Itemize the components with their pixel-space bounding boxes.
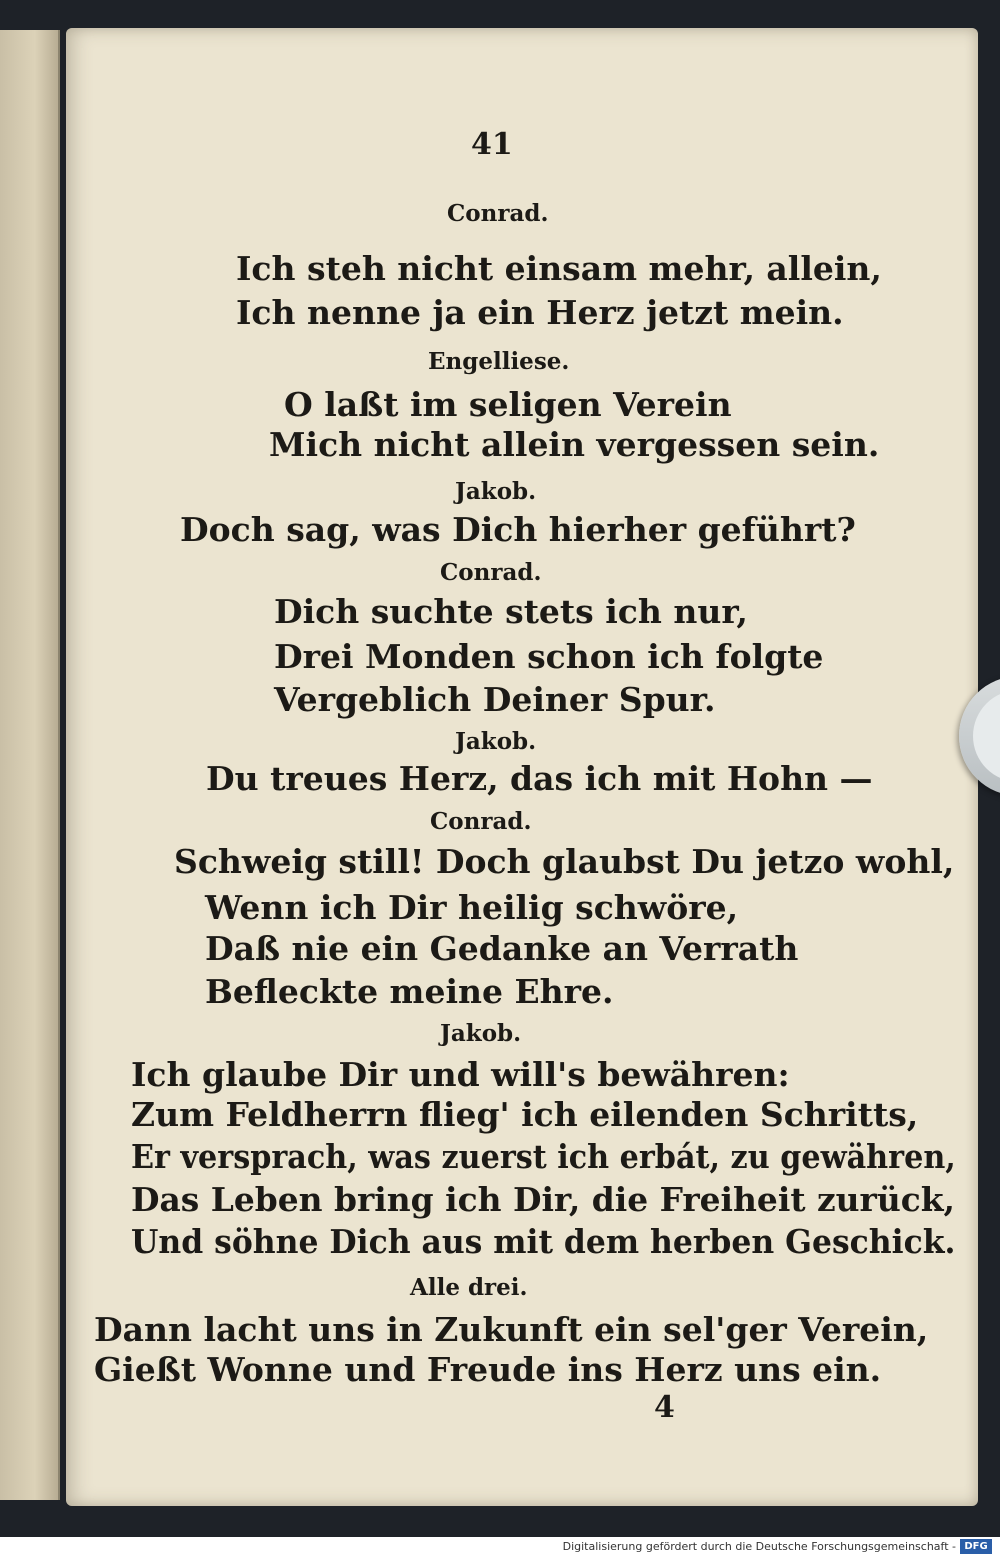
speaker-label: Conrad. [430,808,532,835]
page-number: 41 [471,127,513,162]
page-clip-tab-inner [973,690,1000,782]
verse-line: Ich nenne ja ein Herz jetzt mein. [236,293,844,332]
verse-line: Dann lacht uns in Zukunft ein sel'ger Verein, [94,1310,929,1349]
verse-line: Schweig still! Doch glaubst Du jetzo wohl, [174,842,955,881]
verse-line: Vergeblich Deiner Spur. [274,680,716,719]
verse-line: Mich nicht allein vergessen sein. [269,425,880,464]
verse-line: Dich suchte stets ich nur, [274,592,748,631]
verse-line: Ich steh nicht einsam mehr, allein, [236,249,882,288]
verse-line: Das Leben bring ich Dir, die Freiheit zurück, [131,1180,955,1219]
verse-line: Befleckte meine Ehre. [205,972,614,1011]
verse-line: O laßt im seligen Verein [284,385,732,424]
facing-page-edge [0,30,60,1500]
verse-line: Er versprach, was zuerst ich erbát, zu gewähren, [131,1137,956,1176]
verse-line: Drei Monden schon ich folgte [274,637,824,676]
page-clip-tab [959,676,1000,796]
speaker-label: Alle drei. [410,1274,528,1301]
verse-line: Und söhne Dich aus mit dem herben Geschick. [131,1222,956,1261]
speaker-label: Jakob. [455,728,537,755]
verse-line: Gießt Wonne und Freude ins Herz uns ein. [94,1350,882,1389]
speaker-label: Jakob. [440,1020,522,1047]
dfg-logo: DFG [960,1539,992,1554]
speaker-label: Conrad. [447,200,549,227]
verse-line: Wenn ich Dir heilig schwöre, [205,888,739,927]
verse-line: Zum Feldherrn flieg' ich eilenden Schritts, [131,1095,919,1134]
verse-line: Doch sag, was Dich hierher geführt? [180,510,856,549]
signature-mark: 4 [654,1390,675,1425]
digitization-credit: Digitalisierung gefördert durch die Deutsche Forschungsgemeinschaft - [562,1540,956,1553]
speaker-label: Conrad. [440,559,542,586]
speaker-label: Jakob. [455,478,537,505]
verse-line: Du treues Herz, das ich mit Hohn — [206,759,873,798]
verse-line: Ich glaube Dir und will's bewähren: [131,1055,790,1094]
verse-line: Daß nie ein Gedanke an Verrath [205,929,799,968]
speaker-label: Engelliese. [428,348,570,375]
